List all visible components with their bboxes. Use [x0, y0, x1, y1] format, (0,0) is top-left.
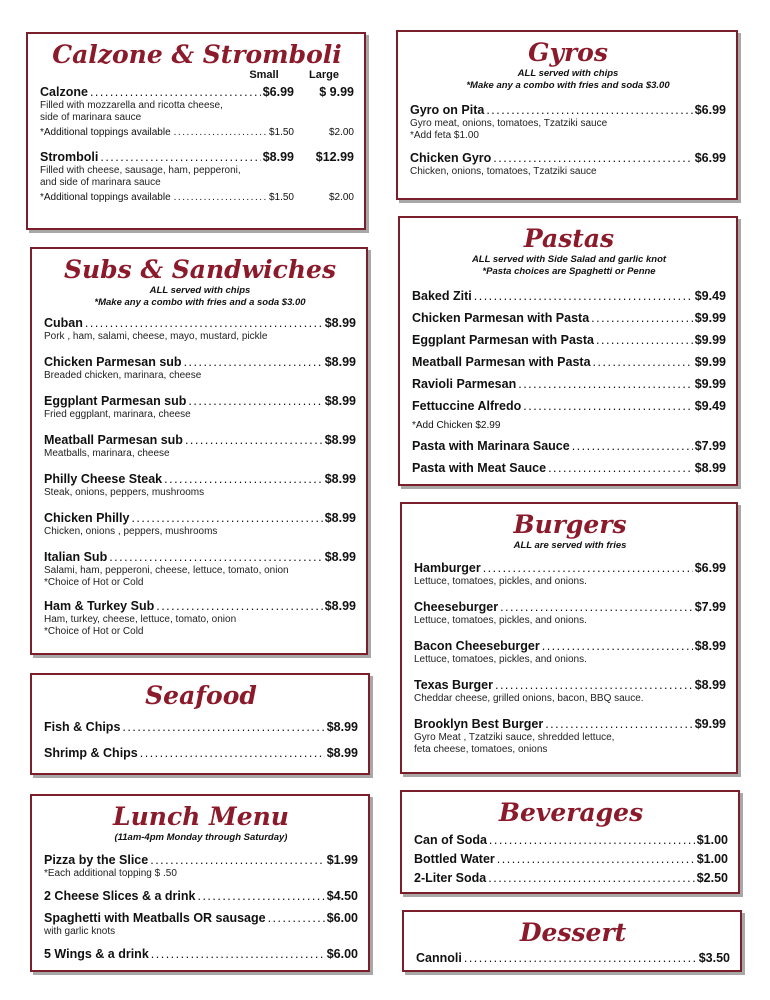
item-name: 2-Liter Soda — [414, 871, 487, 885]
item-price: $8.99 — [324, 355, 356, 369]
item-price: $8.99 — [326, 720, 358, 734]
menu-item — [412, 288, 726, 304]
item-name: Shrimp & Chips — [44, 746, 138, 760]
item-name: 5 Wings & a drink — [44, 947, 149, 961]
item-price: $1.00 — [696, 852, 728, 866]
section-subtitle: ALL served with chips — [149, 285, 251, 296]
menu-item — [412, 376, 726, 392]
item-name: Eggplant Parmesan sub — [44, 394, 187, 408]
item-price: $6.00 — [326, 947, 358, 961]
item-price: $6.99 — [694, 561, 726, 575]
item-name: Brooklyn Best Burger — [414, 717, 544, 731]
menu-item — [414, 716, 726, 756]
menu-item — [44, 888, 358, 904]
item-name: Ham & Turkey Sub — [44, 599, 155, 613]
item-name: Philly Cheese Steak — [44, 472, 163, 486]
section-title: Seafood — [145, 681, 257, 710]
item-description: Pork , ham, salami, cheese, mayo, mustard, pickle — [44, 331, 268, 342]
gyros-section — [396, 30, 738, 200]
item-price: $1.99 — [326, 853, 358, 867]
section-subtitle: *Make any a combo with fries and a soda $3.00 — [94, 297, 306, 308]
item-price-small: $8.99 — [262, 150, 294, 164]
topping-row: *Additional toppings available ..... $1.50 $2.00 — [40, 191, 354, 205]
topping-row: *Additional toppings available ..... $1.50 $2.00 — [40, 126, 354, 140]
item-price: $2.50 — [696, 871, 728, 885]
item-price: $1.00 — [696, 833, 728, 847]
item-description: Ham, turkey, cheese, lettuce, tomato, onion — [44, 614, 237, 625]
menu-item — [44, 852, 358, 880]
section-title: Gyros — [528, 38, 608, 67]
item-name: Chicken Parmesan with Pasta — [412, 311, 590, 325]
item-name: Meatball Parmesan with Pasta — [412, 355, 591, 369]
item-name: Cannoli — [416, 951, 462, 965]
item-price-small: $6.99 — [262, 85, 294, 99]
item-description: Chicken, onions, tomatoes, Tzatziki sauce — [410, 166, 597, 177]
menu-item — [412, 460, 726, 476]
menu-item — [410, 150, 726, 178]
size-headers — [40, 68, 354, 82]
item-price: $8.99 — [324, 472, 356, 486]
size-small-label: Small — [249, 69, 279, 81]
menu-item — [416, 950, 730, 966]
item-name: Fish & Chips — [44, 720, 121, 734]
item-name: Bacon Cheeseburger — [414, 639, 540, 653]
menu-item — [44, 946, 358, 962]
item-price: $3.50 — [698, 951, 730, 965]
menu-item — [44, 354, 356, 382]
menu-item — [40, 149, 354, 205]
item-price: $8.99 — [326, 746, 358, 760]
item-name: Can of Soda — [414, 833, 487, 847]
section-subtitle: *Pasta choices are Spaghetti or Penne — [482, 266, 656, 277]
item-description: Salami, ham, pepperoni, cheese, lettuce, tomato, onion — [44, 565, 289, 576]
item-name: Chicken Gyro — [410, 151, 492, 165]
lunch-menu-section — [30, 794, 370, 972]
item-price: $7.99 — [694, 439, 726, 453]
item-description: with garlic knots — [44, 926, 116, 937]
item-description: Lettuce, tomatoes, pickles, and onions. — [414, 615, 587, 626]
add-chicken-note: *Add Chicken $2.99 — [412, 420, 501, 431]
item-price: $8.99 — [324, 316, 356, 330]
item-name: Hamburger — [414, 561, 481, 575]
item-description: Filled with cheese, sausage, ham, pepperoni, — [40, 165, 241, 176]
item-name: Spaghetti with Meatballs OR sausage — [44, 911, 266, 925]
item-name: Stromboli — [40, 150, 99, 164]
menu-item — [44, 549, 356, 589]
section-title: Burgers — [513, 510, 627, 539]
item-price-large: $12.99 — [315, 150, 354, 164]
pastas-section — [398, 216, 738, 486]
item-description: Steak, onions, peppers, mushrooms — [44, 487, 205, 498]
menu-item — [414, 870, 728, 886]
item-price: $6.99 — [694, 103, 726, 117]
item-name: Texas Burger — [414, 678, 493, 692]
size-large-label: Large — [309, 69, 339, 81]
item-name: Eggplant Parmesan with Pasta — [412, 333, 594, 347]
item-name: Baked Ziti — [412, 289, 472, 303]
beverages-section — [400, 790, 740, 894]
section-title: Lunch Menu — [113, 802, 289, 831]
item-price: $9.99 — [694, 355, 726, 369]
item-price: $6.00 — [326, 911, 358, 925]
calzone-stromboli-section — [26, 32, 366, 230]
item-name: Calzone — [40, 85, 88, 99]
menu-item — [44, 432, 356, 460]
menu-item — [414, 638, 726, 666]
menu-item — [44, 315, 356, 343]
section-subtitle: ALL served with chips — [517, 68, 619, 79]
section-subtitle: ALL served with Side Salad and garlic knot — [471, 254, 667, 265]
item-description: Cheddar cheese, grilled onions, bacon, BBQ sauce. — [414, 693, 644, 704]
item-note: *Choice of Hot or Cold — [44, 577, 144, 588]
item-name: Chicken Philly — [44, 511, 130, 525]
item-name: Italian Sub — [44, 550, 108, 564]
section-title: Beverages — [498, 798, 644, 827]
section-title: Calzone & Stromboli — [52, 40, 342, 69]
burgers-section — [400, 502, 738, 774]
section-title: Dessert — [519, 918, 627, 947]
menu-item — [412, 438, 726, 454]
item-description: Meatballs, marinara, cheese — [44, 448, 170, 459]
section-subtitle: *Make any a combo with fries and soda $3.00 — [466, 80, 670, 91]
menu-item — [412, 354, 726, 370]
menu-item — [412, 398, 726, 414]
menu-item — [44, 910, 358, 938]
menu-item — [44, 598, 356, 638]
item-description: Chicken, onions , peppers, mushrooms — [44, 526, 218, 537]
menu-item — [40, 84, 354, 140]
item-price: $9.99 — [694, 311, 726, 325]
subs-sandwiches-section — [30, 247, 368, 655]
item-price: $9.99 — [694, 717, 726, 731]
item-description: Lettuce, tomatoes, pickles, and onions. — [414, 654, 587, 665]
item-description: Gyro Meat , Tzatziki sauce, shredded lettuce, — [414, 732, 615, 743]
item-description: feta cheese, tomatoes, onions — [414, 744, 548, 755]
item-price: $8.99 — [694, 639, 726, 653]
item-description: *Each additional topping $ .50 — [44, 868, 177, 879]
item-name: Pasta with Marinara Sauce — [412, 439, 570, 453]
menu-item — [44, 471, 356, 499]
item-name: Gyro on Pita — [410, 103, 485, 117]
item-description: side of marinara sauce — [40, 112, 142, 123]
section-title: Pastas — [523, 224, 615, 253]
item-description: Lettuce, tomatoes, pickles, and onions. — [414, 576, 587, 587]
item-price: $8.99 — [694, 678, 726, 692]
item-price: $8.99 — [694, 461, 726, 475]
section-title: Subs & Sandwiches — [63, 255, 337, 284]
item-price: $8.99 — [324, 550, 356, 564]
seafood-section — [30, 673, 370, 775]
section-subtitle: (11am-4pm Monday through Saturday) — [114, 832, 288, 843]
item-name: Fettuccine Alfredo — [412, 399, 522, 413]
menu-item — [44, 719, 358, 735]
menu-item — [44, 745, 358, 761]
item-price: $8.99 — [324, 511, 356, 525]
menu-item — [414, 599, 726, 627]
item-price: $7.99 — [694, 600, 726, 614]
menu-item — [410, 102, 726, 142]
item-price: $8.99 — [324, 394, 356, 408]
menu-item — [414, 560, 726, 588]
item-price: $6.99 — [694, 151, 726, 165]
item-description: and side of marinara sauce — [40, 177, 161, 188]
item-price-large: $ 9.99 — [319, 85, 354, 99]
menu-item — [414, 851, 728, 867]
item-note: *Add feta $1.00 — [410, 130, 479, 141]
item-name: 2 Cheese Slices & a drink — [44, 889, 196, 903]
item-name: Chicken Parmesan sub — [44, 355, 182, 369]
item-price: $8.99 — [324, 599, 356, 613]
menu-item — [414, 832, 728, 848]
item-price: $9.99 — [694, 333, 726, 347]
item-name: Cuban — [44, 316, 83, 330]
item-description: Gyro meat, onions, tomatoes, Tzatziki sauce — [410, 118, 608, 129]
item-name: Meatball Parmesan sub — [44, 433, 183, 447]
menu-item — [44, 393, 356, 421]
item-note: *Choice of Hot or Cold — [44, 626, 144, 637]
item-price: $8.99 — [324, 433, 356, 447]
item-description: Breaded chicken, marinara, cheese — [44, 370, 202, 381]
section-subtitle: ALL are served with fries — [513, 540, 627, 551]
item-price: $9.99 — [694, 377, 726, 391]
menu-item — [44, 510, 356, 538]
item-name: Pasta with Meat Sauce — [412, 461, 547, 475]
item-name: Cheeseburger — [414, 600, 499, 614]
menu-item — [414, 677, 726, 705]
item-price: $9.49 — [694, 399, 726, 413]
item-description: Filled with mozzarella and ricotta cheese, — [40, 100, 223, 111]
menu-item — [412, 332, 726, 348]
item-name: Pizza by the Slice — [44, 853, 149, 867]
item-name: Ravioli Parmesan — [412, 377, 517, 391]
item-name: Bottled Water — [414, 852, 495, 866]
dessert-section — [402, 910, 742, 972]
item-price: $4.50 — [326, 889, 358, 903]
item-description: Fried eggplant, marinara, cheese — [44, 409, 191, 420]
menu-item — [412, 310, 726, 326]
item-price: $9.49 — [694, 289, 726, 303]
